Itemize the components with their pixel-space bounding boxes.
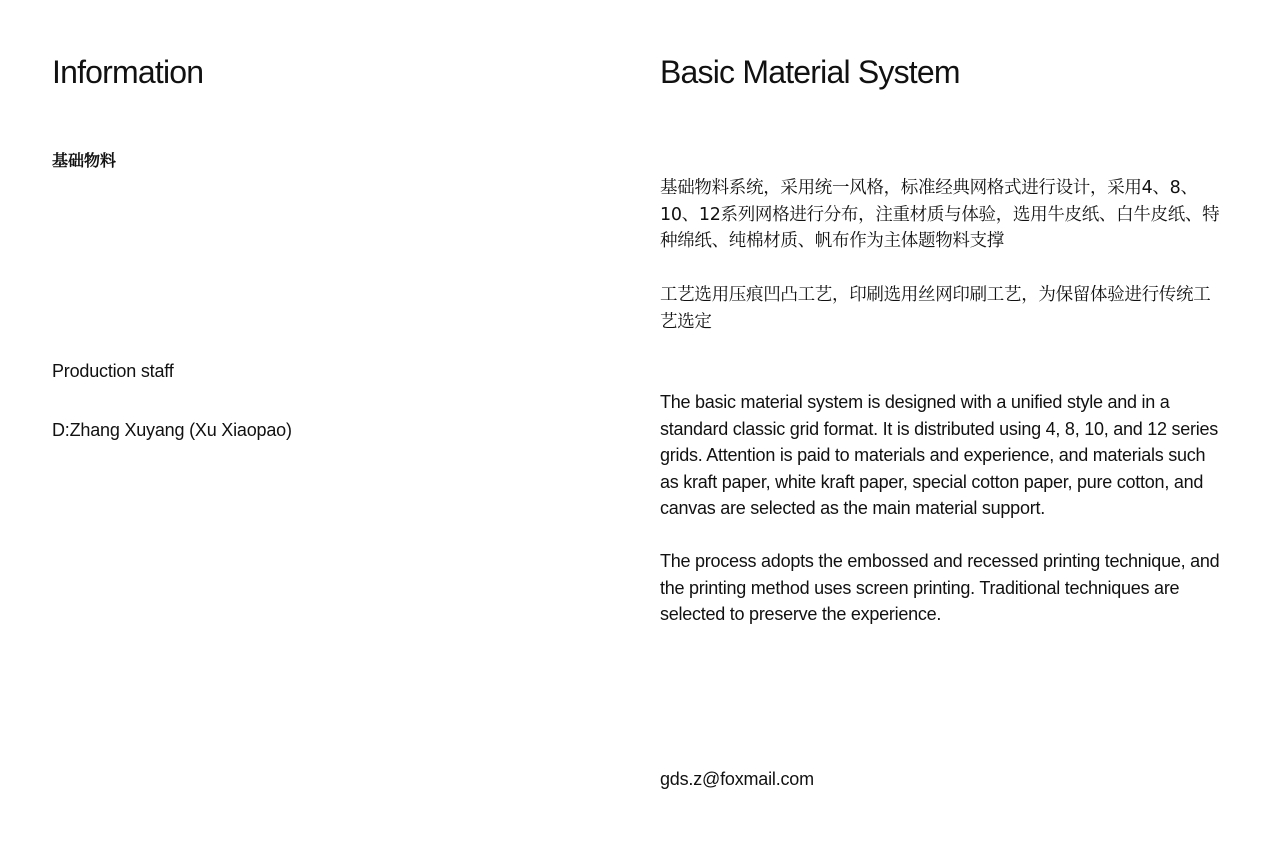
information-column (52, 0, 612, 847)
production-staff-label: Production staff (52, 361, 174, 381)
description-en-paragraph-1: The basic material system is designed with a unified style and in a standard classic grid format. It is distributed using 4, 8, 10, and 12 series grids. Attention is paid to materials and experience, and materials such as kraft paper, white kraft paper, special cotton paper, pure cotton, and canvas are selected as the main material support. (660, 392, 1219, 519)
description-cn-paragraph-2: 工艺选用压痕凹凸工艺，印刷选用丝网印刷工艺，为保留体验进行传统工艺选定 (660, 285, 1211, 332)
basic-material-system-heading: Basic Material System (660, 54, 960, 90)
information-heading: Information (52, 54, 204, 90)
description-en-paragraph-2: The process adopts the embossed and recessed printing technique, and the printing method uses screen printing. Traditional techniques are selected to preserve the experience. (660, 551, 1220, 625)
basic-material-system-column (660, 0, 1230, 847)
designer-name: D:Zhang Xuyang (Xu Xiaopao) (52, 420, 292, 440)
contact-email: gds.z@foxmail.com (660, 769, 814, 789)
description-cn-paragraph-1: 基础物料系统，采用统一风格，标准经典网格式进行设计，采用4、8、10、12系列网格进行分布，注重材质与体验，选用牛皮纸、白牛皮纸、特种绵纸、纯棉材质、帆布作为主体题物料支撑 (660, 178, 1220, 252)
basic-material-label-cn: 基础物料 (52, 151, 117, 170)
